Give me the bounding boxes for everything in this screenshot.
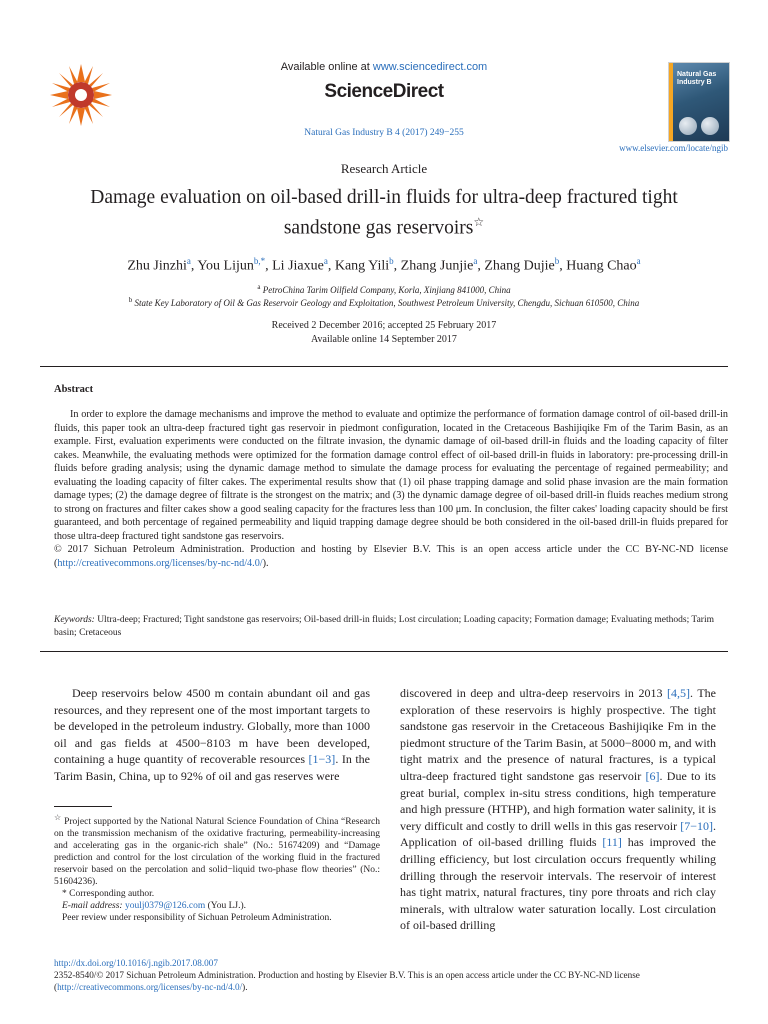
footer-license-link[interactable]: http://creativecommons.org/licenses/by-nc-nd/4.0/: [57, 982, 243, 992]
author-affil-link[interactable]: a: [636, 256, 641, 266]
cover-tank-icon: [679, 117, 697, 135]
author-affil-link[interactable]: a: [473, 256, 478, 266]
body-text: . The exploration of these reservoirs is highly prospective. The tight sandstone gas reservoir in the Cretaceous Bashijiqike Fm in the piedmont structure of the Tarim Basin, at 5000−8000 m, and with tight matrix and the presence of natural fractures, is a typical ultra-deep fractured tight sandstone gas reservoir: [400, 686, 716, 783]
reference-link[interactable]: [7−10]: [680, 818, 713, 833]
sciencedirect-link[interactable]: www.sciencedirect.com: [372, 61, 488, 73]
cover-title: Natural Gas Industry B: [677, 71, 717, 86]
copyright-text: © 2017 Sichuan Petroleum Administration. Production and hosting by Elsevier B.V. This is an open access article under the CC BY-NC-ND license (: [54, 544, 728, 569]
affiliation-b: [40, 296, 728, 308]
body-text: . Due to its great burial, complex in-situ stress conditions, high temperature and high pressure (HTHP), and high formation water salinity, it is very difficult and costly to drill wells in this gas reservoir: [400, 768, 716, 833]
cover-stripe: [669, 63, 673, 141]
email-label: E-mail address:: [62, 901, 123, 912]
author-name: Huang Chao: [566, 258, 637, 274]
title-line-1: Damage evaluation on oil-based drill-in fluids for ultra-deep fractured tight: [90, 187, 678, 208]
sciencedirect-logo: ScienceDirect: [324, 81, 444, 102]
body-column-left: [54, 685, 370, 785]
keywords-text: Ultra-deep; Fractured; Tight sandstone gas reservoirs; Oil-based drill-in fluids; Lost circulation; Loading capacity; Formation damage; Evaluating methods; Tarim basin; Cretaceous: [54, 615, 714, 638]
author-name: You Lijun: [197, 258, 254, 274]
abstract-heading: Abstract: [54, 384, 94, 395]
keywords: [54, 614, 728, 640]
body-text: . In the Tarim Basin, China, up to 92% of oil and gas reserves were: [54, 752, 371, 783]
body-paragraph: [400, 685, 716, 934]
footnote-rule: [54, 806, 112, 807]
page-footer: [54, 957, 730, 993]
author-name: Zhu Jinzhi: [127, 258, 187, 274]
footnote-star: ☆: [54, 813, 62, 822]
funding-footnote: [54, 812, 380, 888]
email-footnote: [54, 900, 380, 912]
keywords-label: Keywords:: [54, 615, 95, 625]
author-affil-link[interactable]: b: [554, 256, 560, 266]
reference-link[interactable]: [11]: [602, 835, 622, 850]
journal-cover-image: [668, 62, 730, 142]
reference-link[interactable]: [6]: [645, 768, 660, 783]
reference-link[interactable]: [4,5]: [667, 686, 690, 700]
title-footnote-star[interactable]: ☆: [473, 215, 485, 229]
journal-reference[interactable]: Natural Gas Industry B 4 (2017) 249−255: [304, 128, 464, 138]
issn-line: 2352-8540/© 2017 Sichuan Petroleum Administration. Production and hosting by Elsevier B.V. This is an open access article under the CC BY-NC-ND license: [54, 970, 640, 980]
author-affil-link[interactable]: a: [323, 256, 328, 266]
affiliation-marker: b: [128, 296, 133, 304]
affiliation-a: [40, 283, 728, 295]
funding-text: Project supported by the National Natural Science Foundation of China “Research on the transmission mechanism of the oxidative fracturing, permeability-increasing and accelerating gas in the organic-rich shale” (No.: 51674209) and “Damage prediction and control for the lost circulation of the working fluid in the fractured reservoir based on the percolation and solid−liquid two-phase flow theories” (No.: 51604236).: [54, 817, 381, 888]
footnotes: [54, 812, 380, 924]
article-title: [60, 186, 708, 241]
footer-license: [54, 981, 730, 993]
doi-link[interactable]: http://dx.doi.org/10.1016/j.ngib.2017.08.007: [54, 958, 218, 968]
body-text: discovered in deep and ultra-deep reservoirs in 2013: [400, 686, 667, 700]
affiliation-text: PetroChina Tarim Oilfield Company, Korla, Xinjiang 841000, China: [262, 285, 511, 295]
body-text: Deep reservoirs below 4500 m contain abundant oil and gas resources, and they represent one of the most important targets to be developed in the petroleum industry. Globally, more than 1000 oil and gas fields at 4500−8103 m have been developed, containing a huge quantity of recoverable resources: [54, 686, 370, 767]
online-date: Available online 14 September 2017: [311, 334, 457, 345]
body-text: . Application of oil-based drilling fluids: [400, 818, 716, 850]
abstract-text: In order to explore the damage mechanisms and improve the method to evaluate and optimize the performance of formation damage control of oil-based drill-in fluids, this paper took an ultra-deep fractured tight gas reservoir in piedmont configuration, located in the Cretaceous Bashijiqike Fm of the Tarim Basin, as an example. First, evaluation experiments were conducted on the filtrate invasion, the dynamic damage of oil-based drill-in fluids and the loading capacity of filter cakes. Meanwhile, the evaluating methods were optimized for the formation damage control effect of oil-based drill-in fluids in laboratory: pre-processing drill-in fluids before grading analysis; using the dynamic damage method to simulate the damage process for evaluating the percentage of regained permeability; and evaluating the loading capacity of filter cakes. The experimental results show that (1) oil phase trapping damage and solid phase invasion are the main formation damage types; (2) the damage degree of filtrate is the strongest on the matrix; and (3) the dynamic damage degree of oil-based drill-in fluids reaches medium strong to strong on fractures and filter cakes show a good sealing capacity for the fractures less than 100 μm. In conclusion, the filter cakes' loading capacity should be first guaranteed, and both percentage of regained permeability and liquid trapping damage degree should be both considered in the oil-based drill-in fluids prepared for those ultra-deep fractured tight sandstone gas reservoirs.: [54, 409, 728, 542]
author-affil-link[interactable]: b: [389, 256, 394, 266]
page-header: [0, 0, 768, 160]
license-link[interactable]: http://creativecommons.org/licenses/by-nc-nd/4.0/: [57, 557, 263, 569]
available-online: [0, 61, 768, 73]
abstract-body: [54, 408, 728, 570]
paren-open: (: [54, 982, 58, 992]
body-text: has improved the drilling efficiency, but lost circulation occurs frequently whiling drilling through the reservoir intervals. The reservoir of interest has tight matrix, natural fractures, tiny pore throats and rich clay minerals, with ultralow water saturation locally. Lost circulation of oil-based drilling: [400, 835, 716, 933]
available-prefix: Available online at: [280, 61, 373, 73]
paren-close: ).: [242, 982, 248, 992]
corresponding-author: * Corresponding author.: [62, 889, 155, 900]
author-name: Kang Yili: [334, 258, 390, 274]
author-name: Zhang Junjie: [400, 258, 474, 274]
author-name: Li Jiaxue: [272, 258, 324, 274]
abstract-copyright: [54, 543, 728, 570]
email-suffix: (You LJ.).: [205, 901, 246, 912]
affiliation-text: State Key Laboratory of Oil & Gas Reservoir Geology and Exploitation, Southwest Petroleum University, Chengdu, Sichuan 610500, China: [134, 298, 640, 308]
received-dates: Received 2 December 2016; accepted 25 February 2017: [271, 320, 497, 331]
affiliation-marker: a: [257, 283, 261, 291]
abstract-top-rule: [40, 366, 728, 367]
title-line-2: sandstone gas reservoirs: [283, 217, 474, 239]
copyright-end: ).: [262, 557, 269, 569]
reference-link[interactable]: [1−3]: [308, 752, 336, 767]
body-paragraph: [54, 685, 370, 785]
author-list: Zhu Jinzhi$^a$, You Lijun$^{b,*}$, Li Jiaxue$^a$, Kang Yili$^b$, Zhang Junjie$^a$, Zhang Dujie$^b$, Huang Chao$^a$: [127, 256, 641, 274]
body-column-right: [400, 685, 716, 934]
author-affil-link[interactable]: a: [186, 256, 191, 266]
abstract-bottom-rule: [40, 651, 728, 652]
author-affil-link[interactable]: b,*: [253, 256, 266, 266]
journal-url-link[interactable]: www.elsevier.com/locate/ngib: [619, 143, 728, 153]
author-name: Zhang Dujie: [484, 258, 555, 274]
peer-review-note: Peer review under responsibility of Sichuan Petroleum Administration.: [62, 913, 332, 924]
article-type: Research Article: [340, 161, 428, 176]
email-link[interactable]: youlj0379@126.com: [124, 901, 206, 912]
cover-tank-icon: [701, 117, 719, 135]
